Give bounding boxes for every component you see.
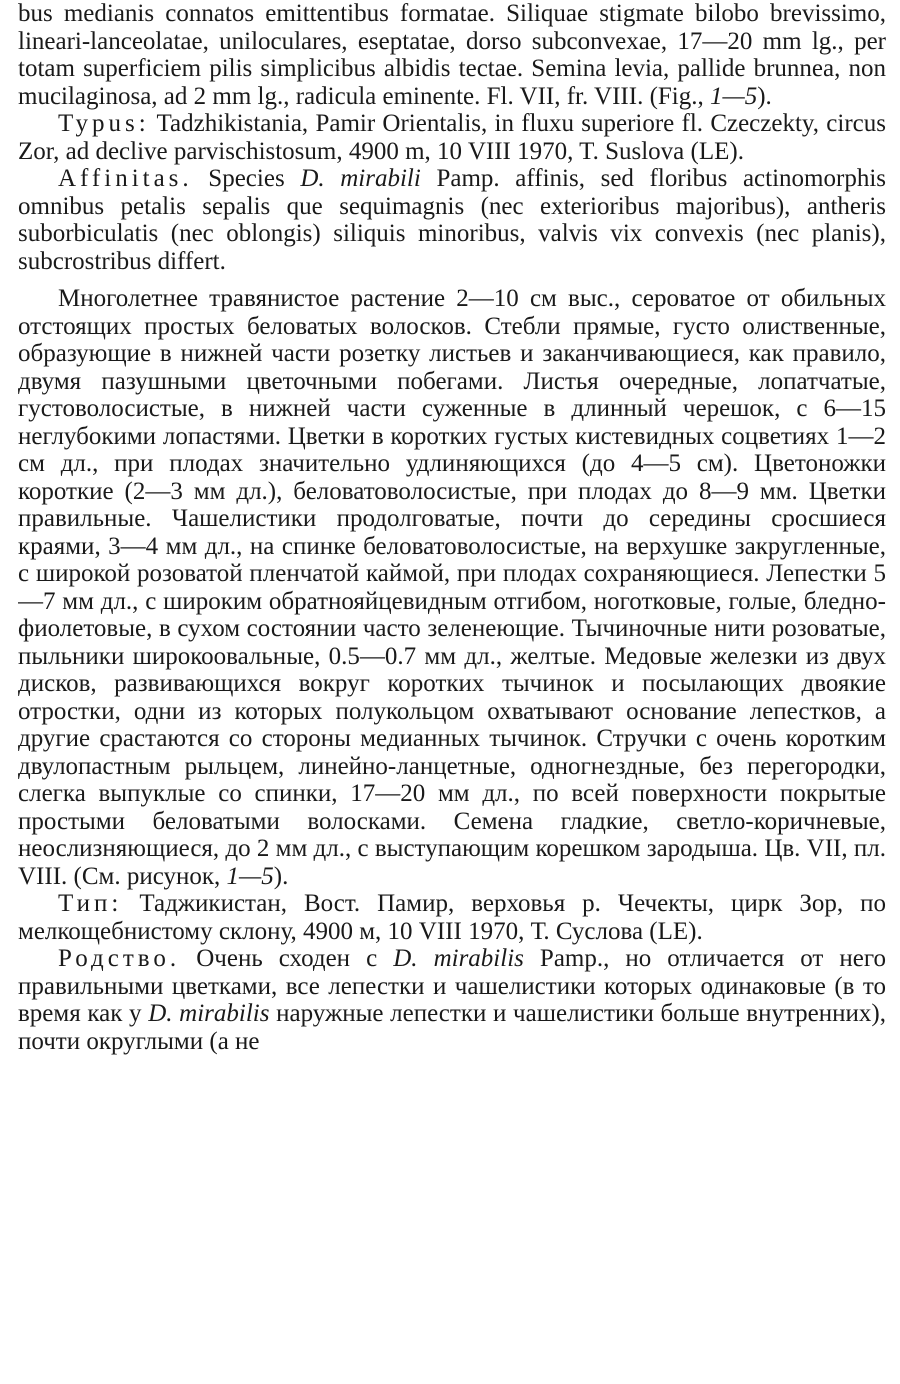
latin-description-end: ).	[757, 82, 772, 110]
rodstvo-heading: Родство.	[58, 945, 181, 972]
russian-description-paragraph	[18, 285, 886, 890]
affinitas-text-2: Pamp. affinis, sed floribus actinomorphis omnibus petalis sepalis que sequimagnis (nec exterioribus majoribus), antheris suborbiculatis (nec oblongis) siliquis minoribus, valvis vix convexis (nec planis), subcrostribus differt.	[18, 165, 886, 275]
tip-heading: Тип:	[58, 890, 123, 917]
section-gap	[18, 275, 886, 285]
figure-reference-ru: 1—5	[226, 862, 274, 890]
typus-paragraph	[18, 110, 886, 165]
affinitas-text-1: Species	[192, 165, 301, 192]
typus-heading: Typus:	[58, 110, 150, 137]
tip-text: Таджикистан, Вост. Памир, верховья р. Чечекты, цирк Зор, по мелкощебнистому склону, 4900 м, 10 VIII 1970, Т. Суслова (LE).	[18, 890, 886, 945]
russian-description-end: ).	[273, 862, 289, 890]
latin-description-paragraph	[18, 0, 886, 110]
species-name-ru-1: D. mirabilis	[393, 945, 524, 972]
rodstvo-text-3: наружные лепестки и чашелистики больше внутренних), почти округлыми (а не	[18, 1000, 886, 1055]
latin-description-text: bus medianis connatos emittentibus formatae. Siliquae stigmate bilobo brevissimo, lineari-lanceolatae, uniloculares, eseptatae, dorso subconvexae, 17—20 mm lg., per totam superficiem pilis simplicibus albidis tectae. Semina levia, pallide brunnea, non mucilaginosa, ad 2 mm lg., radicula eminente. Fl. VII, fr. VIII. (Fig.,	[18, 0, 886, 110]
document-page	[18, 0, 886, 1384]
typus-text: Tadzhikistania, Pamir Orientalis, in fluxu superiore fl. Czeczekty, circus Zor, ad declive parvischistosum, 4900 m, 10 VIII 1970, T. Suslova (LE).	[18, 110, 886, 165]
russian-description-text: Многолетнее травянистое растение 2—10 см выс., сероватое от обильных отстоящих простых беловатых волосков. Стебли прямые, густо олиственные, образующие в нижней части розетку листьев и заканчивающиеся, как правило, двумя пазушными цветочными побегами. Листья очередные, лопатчатые, густоволосистые, в нижней части суженные в длинный черешок, с 6—15 неглубокими лопастями. Цветки в коротких густых кистевидных соцветиях 1—2 см дл., при плодах значительно удлиняющихся (до 4—5 см). Цветоножки короткие (2—3 мм дл.), беловатоволосистые, при плодах до 8—9 мм. Цветки правильные. Чашелистики продолговатые, почти до середины сросшиеся краями, 3—4 мм дл., на спинке беловатоволосистые, на верхушке закругленные, с широкой розоватой пленчатой каймой, при плодах сохраняющиеся. Лепестки 5—7 мм дл., с широким обратнояйцевидным отгибом, ноготковые, голые, бледно-фиолетовые, в сухом состоянии часто зеленеющие. Тычиночные нити розоватые, пыльники широкоовальные, 0.5—0.7 мм дл., желтые. Медовые железки из двух дисков, развивающихся вокруг коротких тычинок и посылающих двоякие отростки, одни из которых полукольцом охватывают основание лепестков, а другие срастаются со стороны медианных тычинок. Стручки с очень коротким двулопастным рыльцем, линейно-ланцетные, одногнездные, без перегородки, слегка выпуклые со спинки, 17—20 мм дл., по всей поверхности покрытые простыми беловатыми волосками. Семена гладкие, светло-коричневые, неослизняющиеся, до 2 мм дл., с выступающим корешком зародыша. Цв. VII, пл. VIII. (См. рисунок,	[18, 285, 886, 890]
rodstvo-text-2: Pamp., но отличается от него правильными цветками, все лепестки и чашелистики которых одинаковые (в то время как у	[18, 945, 886, 1027]
tip-paragraph	[18, 890, 886, 945]
species-name: D. mirabili	[300, 165, 421, 192]
figure-reference: 1—5	[710, 82, 758, 110]
rodstvo-text-1: Очень сходен с	[180, 945, 394, 972]
affinitas-heading: Affinitas.	[58, 165, 193, 192]
rodstvo-paragraph	[18, 945, 886, 1055]
species-name-ru-2: D. mirabilis	[148, 1000, 270, 1027]
affinitas-paragraph	[18, 165, 886, 275]
